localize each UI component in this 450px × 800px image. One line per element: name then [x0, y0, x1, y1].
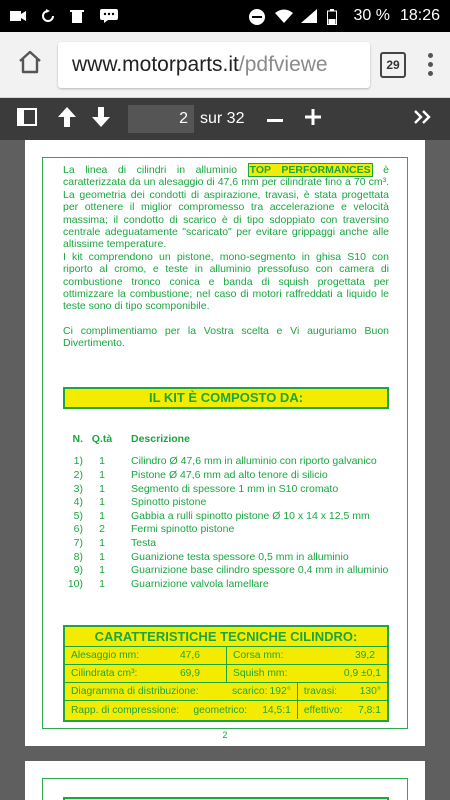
item-qty: 1 [99, 564, 105, 577]
recycle-bin-icon [70, 9, 86, 23]
spec-cell [65, 665, 226, 682]
video-camera-icon [10, 9, 26, 23]
menu-dot [428, 53, 433, 58]
page-frame [42, 157, 408, 729]
item-desc: Guarnizione base cilindro spessore 0,4 mm in alluminio [131, 564, 389, 577]
battery-level: 30 % [353, 7, 390, 24]
page-number-input[interactable] [128, 105, 194, 133]
plus-icon [305, 109, 321, 130]
spec-value: 7,8:1 [358, 704, 381, 716]
item-desc: Guanizione testa spessore 0,5 mm in alluminio [131, 550, 349, 563]
item-number: 7) [73, 536, 83, 549]
kit-title: IL KIT È COMPOSTO DA: [63, 387, 389, 409]
spec-cell [65, 647, 226, 664]
pdf-toolbar [0, 98, 450, 140]
item-number: 5) [73, 509, 83, 522]
url-host: www.motorparts.it [72, 52, 239, 76]
spec-value: 0,9 ±0,1 [343, 668, 381, 679]
spec-value: 39,2 [354, 650, 375, 661]
spec-label: Rapp. di compressione: [71, 704, 180, 716]
spec-label: Corsa mm: [233, 650, 284, 661]
zoom-in-button[interactable] [296, 102, 330, 136]
item-desc: Spinotto pistone [131, 496, 207, 509]
table-row [63, 468, 403, 482]
double-chevron-right-icon [413, 109, 433, 130]
tech-row [65, 647, 387, 665]
item-qty: 1 [99, 577, 105, 590]
table-row [63, 577, 403, 591]
more-tools-button[interactable] [406, 102, 440, 136]
menu-dot [428, 62, 433, 67]
pdf-page-next [25, 761, 425, 800]
home-button[interactable] [10, 45, 50, 85]
header-n: N. [72, 432, 83, 445]
spec-cell [226, 683, 297, 700]
item-desc: Testa [131, 536, 157, 549]
table-row [63, 523, 403, 537]
item-desc: Gabbia a rulli spinotto pistone Ø 10 x 14 x 12,5 mm [131, 509, 370, 522]
spec-cell [65, 701, 187, 719]
closing-text: Ci complimentiamo per la Vostra scelta e Vi auguriamo Buon Divertimento. [63, 324, 389, 350]
spec-cell [187, 701, 296, 719]
signal-icon [301, 9, 317, 23]
product-line-highlight: TOP PERFORMANCES [249, 164, 371, 176]
menu-dot [428, 71, 433, 76]
table-row [63, 482, 403, 496]
spec-label: effettivo: [303, 704, 343, 716]
spec-cell [297, 683, 387, 700]
sync-icon [40, 9, 56, 23]
item-qty: 1 [99, 496, 105, 509]
item-qty: 2 [99, 523, 105, 536]
spec-label: Squish mm: [233, 668, 288, 679]
spec-label: Cilindrata cm³: [71, 668, 138, 679]
item-desc: Guarnizione valvola lamellare [131, 577, 269, 590]
item-qty: 1 [99, 536, 105, 549]
status-bar [0, 0, 450, 32]
item-number: 8) [73, 550, 83, 563]
sidebar-toggle-button[interactable] [10, 102, 44, 136]
item-number: 10) [67, 577, 83, 590]
tech-specs-box [63, 625, 389, 722]
overflow-menu-button[interactable] [420, 53, 440, 76]
intro-paragraph [63, 164, 389, 313]
item-number: 2) [73, 468, 83, 481]
previous-page-button[interactable] [50, 102, 84, 136]
address-bar[interactable] [58, 42, 370, 88]
table-row [63, 455, 403, 469]
page-frame [42, 778, 408, 800]
arrow-up-icon [57, 106, 77, 133]
table-row [63, 563, 403, 577]
item-qty: 1 [99, 468, 105, 481]
sidebar-icon [17, 108, 37, 131]
browser-toolbar [0, 32, 450, 98]
spec-label: Diagramma di distribuzione: [71, 686, 199, 697]
item-qty: 1 [99, 455, 105, 468]
spec-cell [226, 647, 387, 664]
spec-cell [65, 683, 226, 700]
tab-switcher-button[interactable]: 29 [380, 52, 406, 78]
header-qty: Q.tà [91, 432, 113, 445]
message-icon [100, 9, 116, 23]
spec-value: 14,5:1 [262, 704, 291, 716]
spec-label: Alesaggio mm: [71, 650, 140, 661]
table-row [63, 509, 403, 523]
page-total: sur 32 [200, 110, 245, 127]
item-desc: Cilindro Ø 47,6 mm in alluminio con riporto galvanico [131, 455, 377, 468]
spec-label: travasi: [303, 686, 338, 697]
kit-table [63, 432, 403, 591]
table-row [63, 536, 403, 550]
item-qty: 1 [99, 550, 105, 563]
intro-post: è caratterizzata da un alesaggio di 47,6 mm per cilindrate fino a 70 cm³. La geometria dei condotti di aspirazione, travasi, è stata progettata per ottenere il miglior compromesso tra accelerazione e velocità massima; il condotto di scarico è di tipo sdoppiato con traversino centrale adeguatamente "scaricato" per evitare grippaggi anche alle altissime temperature. [63, 164, 390, 251]
spec-label: geometrico: [193, 704, 248, 716]
zoom-out-button[interactable] [258, 102, 292, 136]
item-number: 6) [73, 523, 83, 536]
item-desc: Pistone Ø 47,6 mm ad alto tenore di silicio [131, 468, 328, 481]
item-number: 1) [73, 455, 83, 468]
minus-icon [267, 110, 283, 128]
spec-label: scarico: [232, 686, 268, 697]
item-desc: Fermi spinotto pistone [131, 523, 235, 536]
clock: 18:26 [399, 7, 440, 24]
item-desc: Segmento di spessore 1 mm in S10 cromato [131, 482, 339, 495]
spec-cell [297, 701, 387, 719]
intro-pre: La linea di cilindri in alluminio [63, 164, 238, 176]
item-number: 3) [73, 482, 83, 495]
header-desc: Descrizione [131, 432, 190, 445]
arrow-down-icon [91, 106, 111, 133]
url-path: /pdfviewe [238, 52, 328, 76]
tech-row [65, 665, 387, 683]
next-page-button[interactable] [84, 102, 118, 136]
item-number: 9) [73, 564, 83, 577]
item-number: 4) [73, 496, 83, 509]
spec-value: 47,6 [179, 650, 200, 661]
item-qty: 1 [99, 509, 105, 522]
tech-specs-title: CARATTERISTICHE TECNICHE CILINDRO: [65, 627, 387, 647]
table-row [63, 550, 403, 564]
do-not-disturb-icon [249, 9, 265, 23]
spec-value: 130° [359, 686, 381, 697]
battery-icon [327, 9, 343, 23]
tech-row [65, 701, 387, 719]
table-row [63, 495, 403, 509]
wifi-icon [275, 9, 291, 23]
pdf-page [25, 140, 425, 746]
item-qty: 1 [99, 482, 105, 495]
spec-value: 192° [269, 686, 291, 697]
spec-cell [226, 665, 387, 682]
intro-text [63, 164, 389, 350]
kit-table-header [63, 432, 403, 446]
tech-row [65, 683, 387, 701]
intro-kit: I kit comprendono un pistone, mono-segmento in ghisa S10 con riporto al cromo, e teste in alluminio pressofuso con camera di combustione tronco conica e banda di squish progettata per ottimizzare la combustione; nel caso di motori raffreddati a liquido le teste sono di tipo scomponibile. [63, 250, 389, 313]
page-number-footer: 2 [222, 730, 228, 740]
spec-value: 69,9 [179, 668, 200, 679]
home-icon [17, 50, 43, 79]
